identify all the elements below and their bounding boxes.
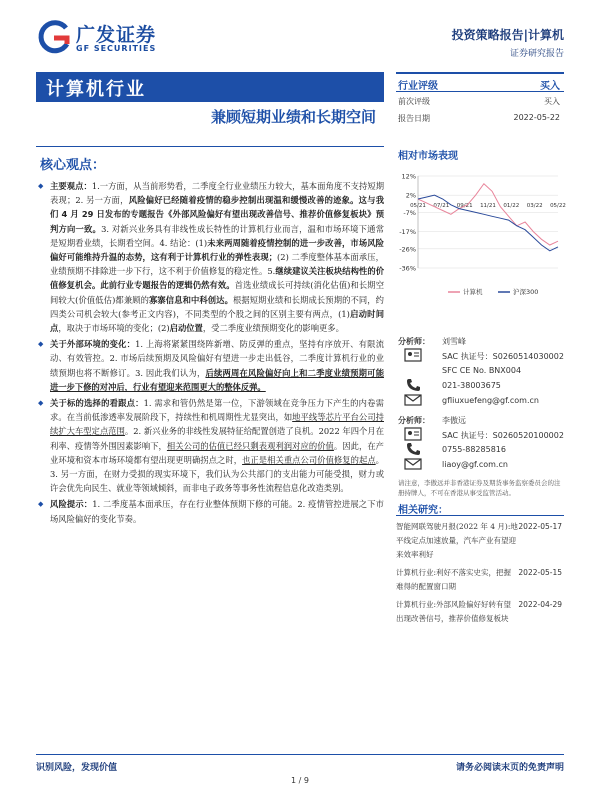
- related-date: 2022-04-29: [518, 600, 562, 609]
- analyst-1-email-row: [396, 393, 564, 408]
- analyst-2-label: 分析师：: [398, 415, 430, 425]
- analyst-2-sac: SAC 执证号：S0260520100002: [442, 431, 564, 440]
- stock-selection-paragraph: ◆ 关于标的选择的看跟点：1. 需求和管仍然是第一位，下游领域在竞争压力下产生的内卷需求。在当前低渗透率发展阶段下，持续性和机周期性尤显突出，如地平线等芯片平台公司持续扩大车型定点范围。2. 新兴业务的非线性发展特征给配置创造了良机。2022 年四个月在利率、疫情等外围因素影响下，相关公司的估值已经只剩表观利润对应的价值。因此，在产业环境和资本市场环境都有望出现更明确拐点之时，也正是相关重点公司价值修复的起点。3. 另一方面，在财力受损的现实环境下，我们认为公共部门的支出能力可能受损，财力或许会优先向民生、就业等领域倾斜，而非电子政务等事务性流程信息化改造类别。: [36, 396, 384, 495]
- analyst-1-label: 分析师：: [398, 336, 430, 346]
- chart-section: [396, 144, 564, 162]
- analyst-1-sac-row: [396, 348, 564, 363]
- related-date: 2022-05-15: [518, 568, 562, 577]
- related-item[interactable]: [396, 520, 564, 562]
- report-type: 投资策略报告|计算机: [451, 28, 564, 42]
- analyst-1-phone: 021-38003675: [442, 381, 501, 390]
- analyst-1-name: 刘雪峰: [442, 337, 466, 346]
- analyst-block-2: [396, 412, 564, 472]
- rating-label: 行业评级: [398, 81, 438, 92]
- y-tick-label: 2%: [405, 191, 416, 200]
- x-tick-label: 07/21: [433, 203, 450, 209]
- related-item[interactable]: [396, 566, 564, 594]
- phone-icon: [404, 442, 422, 456]
- analyst-note: 请注意，李傲远并非香港证券及期货事务监察委员会的注册持牌人，不可在香港从事受监管活动。: [398, 479, 561, 497]
- title-divider: [36, 146, 384, 147]
- chart-section-title: 相对市场表现: [398, 151, 458, 162]
- id-card-icon: [404, 348, 422, 362]
- id-card-icon: [404, 427, 422, 441]
- x-tick-label: 05/21: [410, 203, 426, 209]
- analyst-1-sfc: SFC CE No. BNX004: [442, 366, 522, 375]
- report-date-row: [396, 109, 564, 126]
- analyst-1-sfc-row: [396, 363, 564, 378]
- y-tick-label: 12%: [401, 172, 416, 181]
- related-title: 计算机行业:利好不落实史实，把握难得的配置窗口期: [396, 568, 512, 591]
- report-subtype: 证券研究报告: [509, 49, 564, 59]
- legend-label: 沪深300: [513, 288, 539, 296]
- y-tick-label: -17%: [399, 228, 416, 237]
- rating-value: 买入: [540, 81, 560, 92]
- phone-icon: [404, 378, 422, 392]
- x-tick-label: 05/22: [550, 203, 566, 209]
- analyst-1-name-row: [396, 333, 564, 348]
- x-tick-label: 09/21: [456, 203, 473, 209]
- legend-label: 计算机: [463, 288, 483, 296]
- x-tick-label: 03/22: [526, 203, 543, 209]
- analyst-2-phone: 0755-88285816: [442, 445, 506, 454]
- related-item[interactable]: [396, 598, 564, 626]
- footer-disclaimer[interactable]: 请务必阅读末页的免责声明: [455, 763, 564, 773]
- rating-header: [396, 72, 564, 92]
- analyst-panel: [396, 333, 564, 498]
- logo-text-en: GF SECURITIES: [76, 44, 157, 53]
- report-date-label: 报告日期: [398, 114, 430, 123]
- related-title: 计算机行业:外部风险偏好好转有望出现改善信号，推荐价值修复板块: [396, 600, 512, 623]
- related-title: 智能网联驾驶月报(2022 年 4 月):地平线定点加速放量，汽车产业有望迎来效率利好: [396, 522, 518, 559]
- risk-paragraph: ◆ 风险提示：1. 二季度基本面承压，存在行业整体预期下修的可能。2. 疫情管控进展之下市场风险偏好的变化节奏。: [36, 497, 384, 525]
- y-tick-label: -36%: [399, 264, 416, 273]
- mail-icon: [404, 393, 422, 407]
- mail-icon: [404, 457, 422, 471]
- page-header: [0, 0, 600, 70]
- rating-panel: [396, 72, 564, 126]
- page-title: 计算机行业: [46, 79, 146, 100]
- analyst-2-email-row: [396, 457, 564, 472]
- analyst-2-name: 李傲远: [442, 416, 466, 425]
- analyst-block-1: [396, 333, 564, 408]
- page-subtitle: 兼顾短期业绩和长期空间: [210, 108, 376, 126]
- analyst-2-name-row: [396, 412, 564, 427]
- footer-divider: [36, 754, 564, 755]
- analyst-1-phone-row: [396, 378, 564, 393]
- analyst-2-email[interactable]: liaoy@gf.com.cn: [442, 460, 508, 469]
- main-content: [36, 154, 384, 528]
- gf-logo-icon: [36, 20, 72, 56]
- footer-slogan: 识别风险，发现价值: [36, 763, 118, 773]
- prev-rating-value: 买入: [544, 97, 560, 106]
- y-tick-label: -26%: [399, 245, 416, 254]
- analyst-1-sac: SAC 执证号：S0260514030002: [442, 352, 564, 361]
- main-view-paragraph: ◆ 主要观点：1.一方面，从当前形势看，二季度全行业业绩压力较大，基本面角度不支持短期表现；2. 另一方面，风险偏好已经随着疫情的稳步控制出现温和缓慢改善的迹象。这与我们 4 月 29 日发布的专题报告《外部风险偏好有望出现改善信号、推荐价值修复板块》预判方向一致。3. 对新兴业务具有非线性成长特性的计算机行业而言，温和市场环境下通常是短期看业绩，长期看空间。4. 结论：(1)未来两周随着疫情控制的进一步改善，市场风险偏好可能维持升温的态势，这有利于计算机行业的弹性表现；(2) 二季度整体基本面承压，业绩预期不排除进一步下行，这不利于价值修复的稳定性。5.继续建议关注板块结构性的价值修复机会。此前行业专题报告的逻辑仍然有效。首选业绩成长可持续(消化估值)和长期空间较大(价值低估)都兼顾的寡寨信息和中科创达。根据短期业绩和长期成长预期的不同，约四类公司机会较大(参考正文内容)，不同类型的个股之间的区别主要有两点，(1)启动时间点，取决于市场环境的变化；(2)启动位置，受二季度业绩预期变化的影响更多。: [36, 179, 384, 335]
- para-lead: 关于标的选择的看跟点：: [50, 398, 144, 409]
- relative-performance-chart: [396, 170, 564, 300]
- analyst-1-email[interactable]: gfliuxuefeng@gf.com.cn: [442, 396, 539, 405]
- page-number: 1 / 9: [291, 776, 309, 785]
- prev-rating-row: [396, 92, 564, 109]
- related-section-title: 相关研究：: [396, 498, 564, 516]
- company-logo: [36, 18, 186, 58]
- series-line-1: [418, 184, 558, 245]
- para-lead: 关于外部环境的变化：: [50, 339, 136, 350]
- para-lead: 主要观点：: [50, 181, 92, 191]
- para-lead: 风险提示：: [50, 499, 93, 510]
- analyst-2-sac-row: [396, 427, 564, 442]
- analyst-2-phone-row: [396, 442, 564, 457]
- title-bar: [36, 72, 384, 102]
- chart-svg: [396, 170, 564, 300]
- external-env-paragraph: ◆ 关于外部环境的变化：1. 上海将紧紧围绕阵新增、防反弹的重点，坚持有序放开、有限流动、有效管控。2. 市场后续预期及风险偏好有望进一步走出低谷，二季度计算机行业的业绩预期也将不断修订。3. 因此我们认为，后续两周在风险偏好向上和二季度业绩预期可能进一步下修的对冲后，行业有望迎来范围更大的整体反弹。: [36, 337, 384, 394]
- x-tick-label: 11/21: [480, 203, 496, 209]
- x-tick-label: 01/22: [503, 203, 520, 209]
- core-view-heading: 核心观点：: [40, 158, 106, 173]
- report-date-value: 2022-05-22: [513, 113, 560, 122]
- prev-rating-label: 前次评级: [398, 97, 430, 106]
- logo-text-cn: 广发证券: [76, 24, 157, 46]
- y-tick-label: -7%: [403, 208, 416, 217]
- related-date: 2022-05-17: [518, 522, 562, 531]
- related-research: [396, 498, 564, 626]
